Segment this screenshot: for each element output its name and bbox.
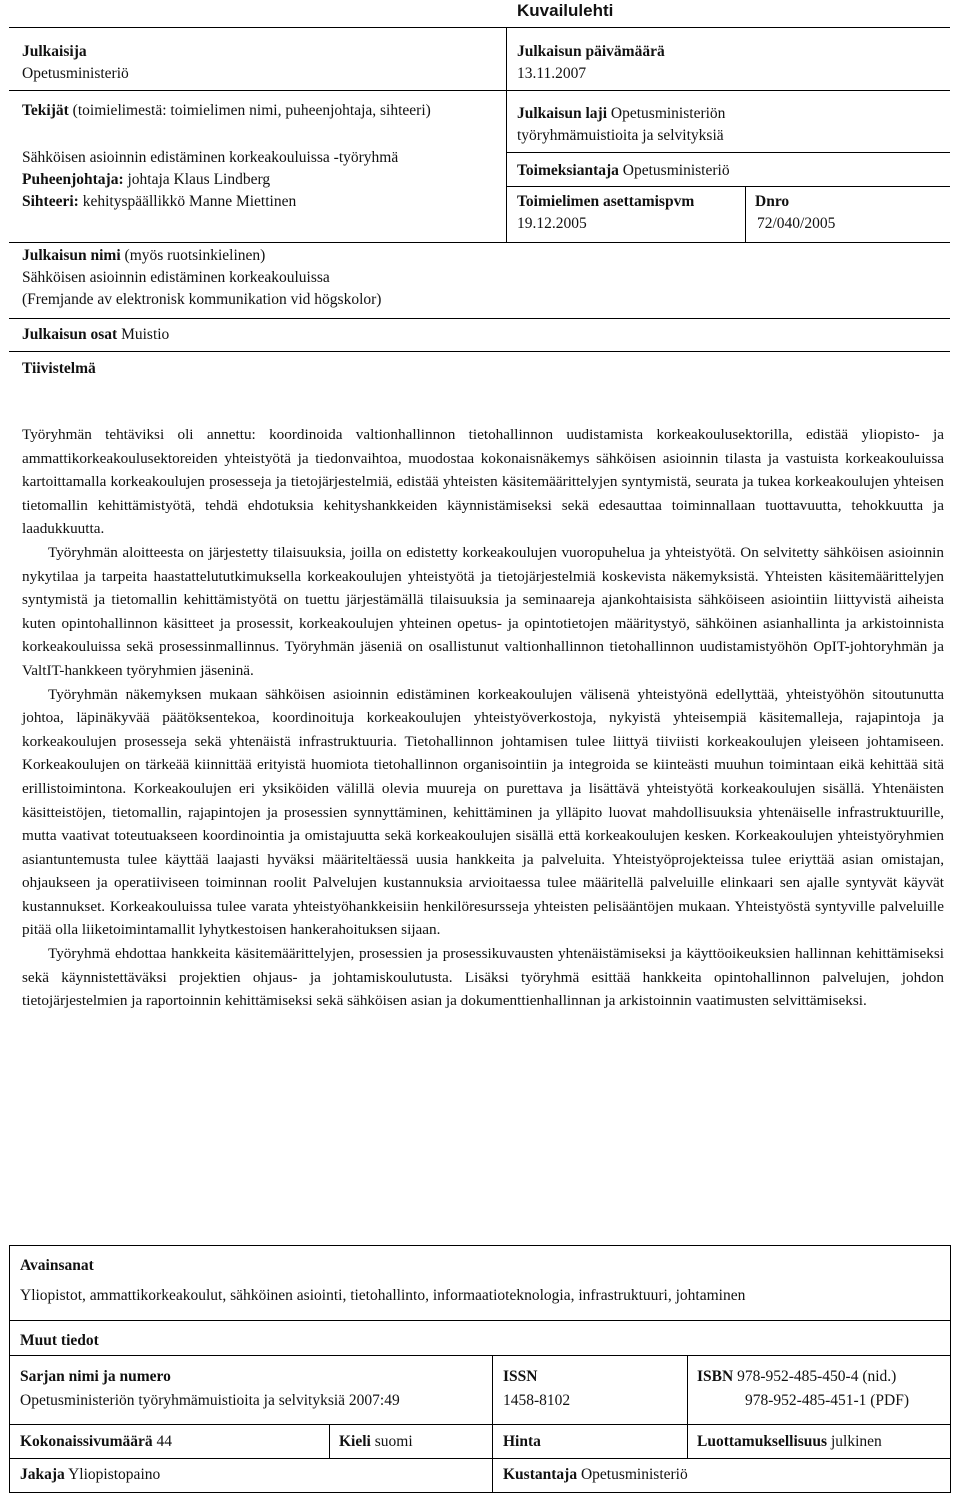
col-language-divider	[329, 1424, 330, 1459]
title-fi: Sähköisen asioinnin edistäminen korkeakouluissa	[22, 269, 330, 286]
title-heading	[22, 245, 265, 267]
established-label: Toimielimen asettamispvm	[517, 193, 695, 210]
pubtype-divider	[507, 152, 950, 153]
abstract-body	[22, 423, 944, 1013]
pub-type-label: Julkaisun laji	[517, 105, 608, 122]
authors-bottom	[9, 242, 950, 243]
secretary-label: Sihteeri:	[22, 193, 79, 210]
dnro-divider	[745, 186, 746, 242]
established-value: 19.12.2005	[517, 215, 587, 232]
abstract-paragraph: Työryhmän aloitteesta on järjestetty tilaisuuksia, joilla on edistetty korkeakoulujen vuoropuhelua ja yhteistyötä. On selvitetty sähköisen asioinnin nykytilaa ja tarpeita haastattelututkimuksella korkeakoulujen yhteistyötä ja tietojärjestelmiä koskevista näkemyksistä. Yhteisten käsitemäärittelyjen syntymistä ja tietomallin kehittämistyötä on tuettu järjestämällä tilaisuuksia ja seminaareja ajankohtaisista sähköiseen asiointiin liittyvistä aiheista kuten opintohallinnon käsitteet ja prosessit, korkeakoulujen yhteinen opetus- ja opintotietojen määritystyö, sähköinen asianhallinta ja arkistoinnista korkeakouluissa sekä prosessinmallinnus. Työryhmän jäseniä on osallistunut valtionhallinnon tietohallinnon uudistamistyöhön OpIT-johtoryhmän ja ValtIT-hankkeen työryhmien jäseninä.	[22, 543, 944, 679]
col-isbn-divider	[687, 1355, 688, 1459]
commission-divider	[507, 186, 950, 187]
abstract-paragraph: Työryhmä ehdottaa hankkeita käsitemäärittelyjen, prosessien ja prosessikuvausten yhtenäistämiseksi ja käyttöoikeuksien hallinnan kehittämiseksi sekä käynnistettäväksi projektien ohjaus- ja johtamiskoulutusta. Lisäksi työryhmä esittää hankkeita opintohallinnon palvelujen, johdon tietojärjestelmien ja raportoinnin kehittämiseksi sekä sähköisen asian ja dokumenttienhallinnan ja arkistoinnin vaatimusten selvittämiseksi.	[22, 945, 944, 1010]
table-left	[9, 1245, 10, 1493]
title-hint: (myös ruotsinkielinen)	[124, 247, 266, 264]
publisher-house	[503, 1464, 688, 1486]
pub-date-label: Julkaisun päivämäärä	[517, 43, 665, 60]
pages	[20, 1431, 172, 1453]
confidentiality-label: Luottamuksellisuus	[697, 1433, 828, 1450]
distributor-label: Jakaja	[20, 1466, 65, 1483]
column-divider	[506, 27, 507, 242]
series-label: Sarjan nimi ja numero	[20, 1368, 171, 1385]
series-value: Opetusministeriön työryhmämuistioita ja selvityksiä 2007:49	[20, 1392, 400, 1409]
commissioned-label: Toimeksiantaja	[517, 162, 619, 179]
authors-secretary	[22, 191, 296, 213]
confidentiality	[697, 1431, 882, 1453]
chair-label: Puheenjohtaja:	[22, 171, 124, 188]
secretary-value: kehityspäällikkö Manne Miettinen	[82, 193, 297, 210]
abstract-label: Tiivistelmä	[22, 360, 96, 377]
publisher-house-label: Kustantaja	[503, 1466, 578, 1483]
issn-label: ISSN	[503, 1368, 538, 1385]
abstract-paragraph: Työryhmän tehtäviksi oli annettu: koordinoida valtionhallinnon tietohallinnon uudistamista korkeakoulusektorilla, edistää yliopisto- ja ammattikorkeakoulusektoreiden yhteistyötä ja tiedonvaihtoa, muodostaa kokonaisnäkemys sähköisen asioinnin tilasta ja vastuista korkeakouluissa kartoittamalla korkeakoulujen prosesseja ja tietojärjestelmiä, edistää yhteisten käsitemäärittelyjen syntymistä, seurata ja tukea korkeakoulujen yhteisen tietomallin kehittämistyötä, tehdä ehdotuksia kehityshankkeiden käynnistämiseksi sekä edesauttaa toiminnallaan tuottavuutta, tehokkuutta ja laadukkuutta.	[22, 426, 944, 538]
title-label: Julkaisun nimi	[22, 247, 121, 264]
authors-hint: (toimielimestä: toimielimen nimi, puheenjohtaja, sihteeri)	[72, 102, 431, 119]
pub-date-value: 13.11.2007	[517, 65, 587, 82]
other-info-bottom	[9, 1355, 950, 1356]
pages-bottom	[9, 1458, 950, 1459]
publisher-divider	[9, 90, 950, 91]
keywords-top	[9, 1245, 950, 1246]
authors-heading	[22, 100, 431, 122]
isbn-line-1	[697, 1366, 896, 1388]
authors-body-name: Sähköisen asioinnin edistäminen korkeakouluissa -työryhmä	[22, 149, 399, 166]
top-border	[9, 27, 950, 28]
commissioned-value: Opetusministeriö	[622, 162, 730, 179]
abstract-paragraph: Työryhmän näkemyksen mukaan sähköisen asioinnin edistäminen korkeakoulujen välisenä yhteistyönä edellyttää, yhteistyöhön sitoutunutta johtoa, läpinäkyvää päätöksentekoa, koordinoituja korkeakoulujen yhteistyöverkostoja, nykyistä yhteisempiä käsitemalleja, rajapintoja ja korkeakoulujen prosesseja sekä yhtenäistä infrastruktuuria. Tietohallinnon johtamisen tulee liittyä tiiviisti korkeakoulujen yleiseen johtamiseen. Korkeakoulujen on tärkeää kiinnittää erityistä huomiota tietohallinnon organisointiin ja integroida se kiinteästi muuhun toimintaan eikä kehittää sitä erillistoimintona. Korkeakoulujen eri yksiköiden välillä olevia muureja on purettava ja lisättävä yhteistyötä korkeakoulujen sisällä. Yhtenäisten käsitteistöjen, tietomallin, rajapintojen ja prosessien synnyttäminen, kehittäminen ja ylläpito luovat mahdollisuuksia yhtenäiselle infrastruktuurille, mutta vaativat toteutuakseen koordinointia ja omistajuutta sekä korkeakoulujen sisällä että korkeakoulujen kesken. Korkeakoulujen yhteistyöryhmien asiantuntemusta tulee käyttää laajasti hyväksi määriteltäessä uusia hankkeita ja palveluita. Yhteistyöprojekteissa tulee eriyttää asian omistajan, ohjaukseen ja operatiiviseen toiminnan roolit Palvelujen kustannuksia arvioitaessa tulee määritellä palveluille elinkaari sen ajalle syntyvät käyvät kustannukset. Korkeakouluissa tulee varata yhteistyöhankkeisiin henkilöresursseja yhteisten pelisääntöjen mukaan. Yhteistyöstä syntyville palveluille pitää olla liiketoimintamallit lyhytkestoisen hankerahoituksen sijaan.	[22, 685, 944, 939]
pub-type-value-1: Opetusministeriön	[610, 105, 726, 122]
isbn-value-2: 978-952-485-451-1 (PDF)	[745, 1392, 910, 1409]
other-info-label: Muut tiedot	[20, 1332, 99, 1349]
title-sv: (Fremjande av elektronisk kommunikation vid högskolor)	[22, 291, 382, 308]
series-bottom	[9, 1424, 950, 1425]
keywords-bottom	[9, 1320, 950, 1321]
distributor-value: Yliopistopaino	[68, 1466, 161, 1483]
keywords-label: Avainsanat	[20, 1257, 94, 1274]
publisher-label: Julkaisija	[22, 43, 87, 60]
dnro-label: Dnro	[755, 193, 790, 210]
parts-label: Julkaisun osat	[22, 326, 118, 343]
price-label: Hinta	[503, 1433, 541, 1450]
language-label: Kieli	[339, 1433, 371, 1450]
dnro-value: 72/040/2005	[757, 215, 836, 232]
parts-value: Muistio	[121, 326, 170, 343]
pub-type	[517, 103, 725, 125]
publisher-house-value: Opetusministeriö	[580, 1466, 688, 1483]
issn-value: 1458-8102	[503, 1392, 571, 1409]
distributor	[20, 1464, 160, 1486]
keywords-value: Yliopistot, ammattikorkeakoulut, sähköinen asiointi, tietohallinto, informaatioteknologia, infrastruktuuri, johtaminen	[20, 1287, 746, 1304]
authors-label: Tekijät	[22, 102, 69, 119]
commissioned	[517, 160, 730, 182]
form-title: Kuvailulehti	[517, 1, 614, 20]
parts-bottom	[9, 351, 950, 352]
publisher-value: Opetusministeriö	[22, 65, 129, 82]
pages-label: Kokonaissivumäärä	[20, 1433, 153, 1450]
title-bottom	[9, 318, 950, 319]
parts	[22, 324, 169, 346]
isbn-label: ISBN	[697, 1368, 734, 1385]
chair-value: johtaja Klaus Lindberg	[127, 171, 271, 188]
pub-type-value-2: työryhmämuistioita ja selvityksiä	[517, 127, 724, 144]
confidentiality-value: julkinen	[830, 1433, 882, 1450]
language-value: suomi	[374, 1433, 413, 1450]
table-right	[950, 1245, 951, 1493]
pages-value: 44	[156, 1433, 173, 1450]
col-issn-divider	[492, 1355, 493, 1493]
language	[339, 1431, 413, 1453]
isbn-value-1: 978-952-485-450-4 (nid.)	[737, 1368, 897, 1385]
authors-chair	[22, 169, 270, 191]
